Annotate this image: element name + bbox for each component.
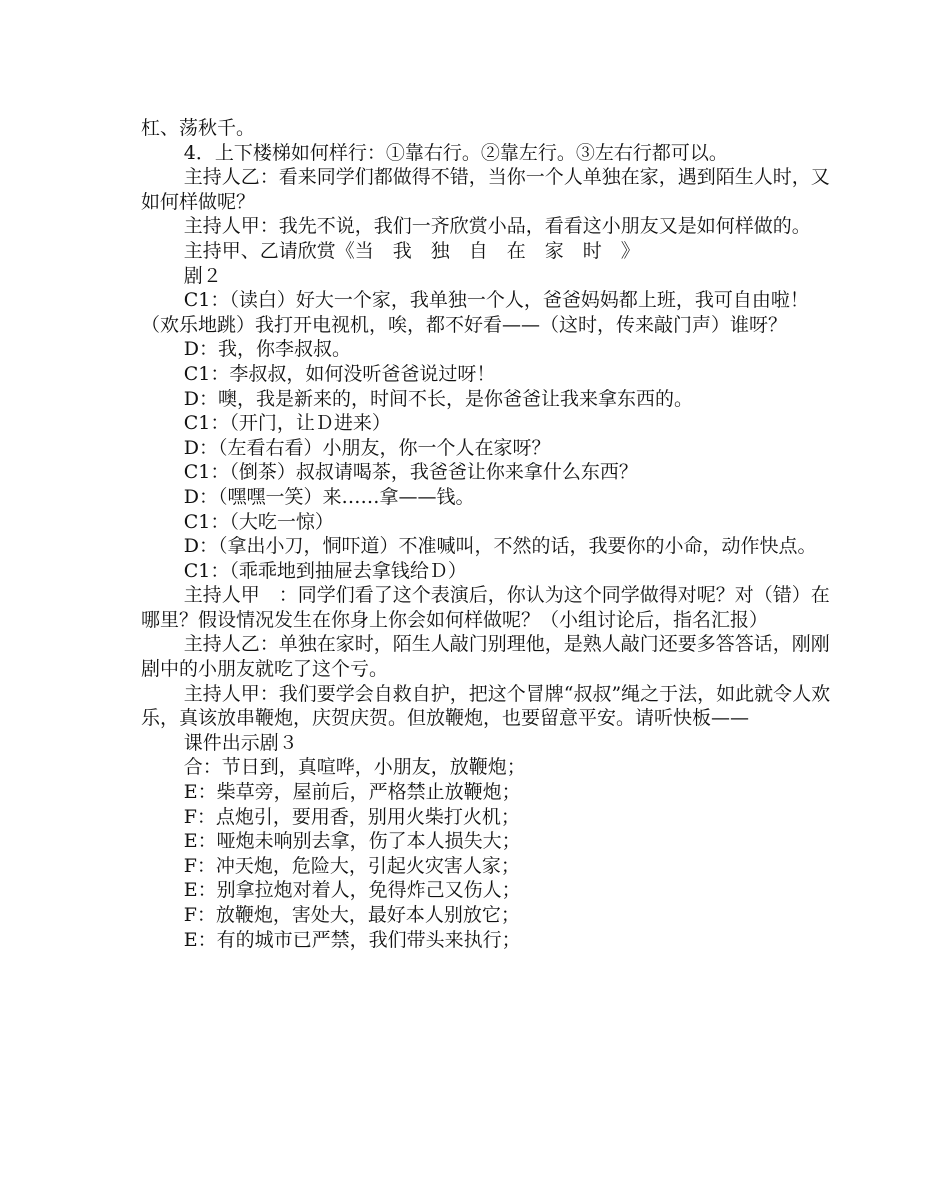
document-paragraph: 杠、荡秋千。 (141, 117, 256, 139)
document-paragraph: C1：（倒茶）叔叔请喝茶，我爸爸让你来拿什么东西？ (183, 461, 638, 484)
document-paragraph: 4．上下楼梯如何样行：①靠右行。②靠左行。③左右行都可以。 (183, 141, 728, 164)
document-paragraph: C1：（乖乖地到抽屉去拿钱给Ｄ） (183, 559, 467, 582)
document-paragraph: D：噢，我是新来的，时间不长，是你爸爸让我来拿东西的。 (183, 387, 693, 410)
document-paragraph: 主持人甲：我先不说，我们一齐欣赏小品，看看这小朋友又是如何样做的。 (183, 215, 811, 238)
document-paragraph: 课件出示剧３ (183, 731, 298, 754)
document-paragraph: E：有的城市已严禁，我们带头来执行； (183, 928, 521, 951)
document-paragraph: 剧２ (183, 264, 222, 287)
document-paragraph: 主持人甲 ：同学们看了这个表演后，你认为这个同学做得对呢？对（错）在哪里？假设情况发生在你身上你会如何样做呢？（小组讨论后，指名汇报） (141, 584, 830, 631)
document-paragraph: 主持人甲：我们要学会自救自护，把这个冒牌“叔叔”绳之于法，如此就令人欢乐，真该放串鞭炮，庆贺庆贺。但放鞭炮，也要留意平安。请听快板—— (141, 682, 831, 730)
document-paragraph: E：别拿拉炮对着人，免得炸己又伤人； (183, 879, 521, 902)
document-paragraph: E：哑炮未响别去拿，伤了本人损失大； (183, 830, 521, 853)
document-paragraph: E：柴草旁，屋前后，严格禁止放鞭炮； (183, 781, 521, 804)
document-paragraph: C1：（读白）好大一个家，我单独一个人，爸爸妈妈都上班，我可自由啦！（欢乐地跳）我打开电视机，唉，都不好看——（这时，传来敲门声）谁呀？ (141, 289, 809, 336)
document-paragraph: F：放鞭炮，害处大，最好本人别放它； (183, 904, 520, 926)
document-paragraph: 主持人乙：单独在家时，陌生人敲门别理他，是熟人敲门还要多答答话，刚刚剧中的小朋友就吃了这个亏。 (141, 633, 830, 681)
document-paragraph: D：我，你李叔叔。 (183, 338, 351, 361)
document-paragraph: C1：（开门，让Ｄ进来） (183, 412, 391, 435)
document-paragraph: D：（嘿嘿一笑）来……拿——钱。 (183, 485, 475, 508)
document-paragraph: F：冲天炮，危险大，引起火灾害人家； (183, 854, 520, 877)
document-paragraph: D：（左看右看）小朋友，你一个人在家呀？ (183, 436, 551, 459)
document-paragraph: 主持人乙：看来同学们都做得不错，当你一个人单独在家，遇到陌生人时，又如何样做呢？ (141, 166, 830, 213)
document-text-body (141, 116, 831, 952)
document-paragraph: 合：节日到，真喧哗，小朋友，放鞭炮； (183, 756, 526, 779)
document-paragraph: 主持甲、乙请欣赏《当 我 独 自 在 家 时 》 (183, 239, 640, 262)
document-paragraph: C1：（大吃一惊） (183, 510, 334, 533)
document-paragraph: D：（拿出小刀，恫吓道）不准喊叫，不然的话，我要你的小命，动作快点。 (183, 535, 817, 558)
document-paragraph: C1：李叔叔，如何没听爸爸说过呀！ (183, 362, 496, 385)
document-paragraph: F：点炮引，要用香，别用火柴打火机； (183, 805, 520, 828)
